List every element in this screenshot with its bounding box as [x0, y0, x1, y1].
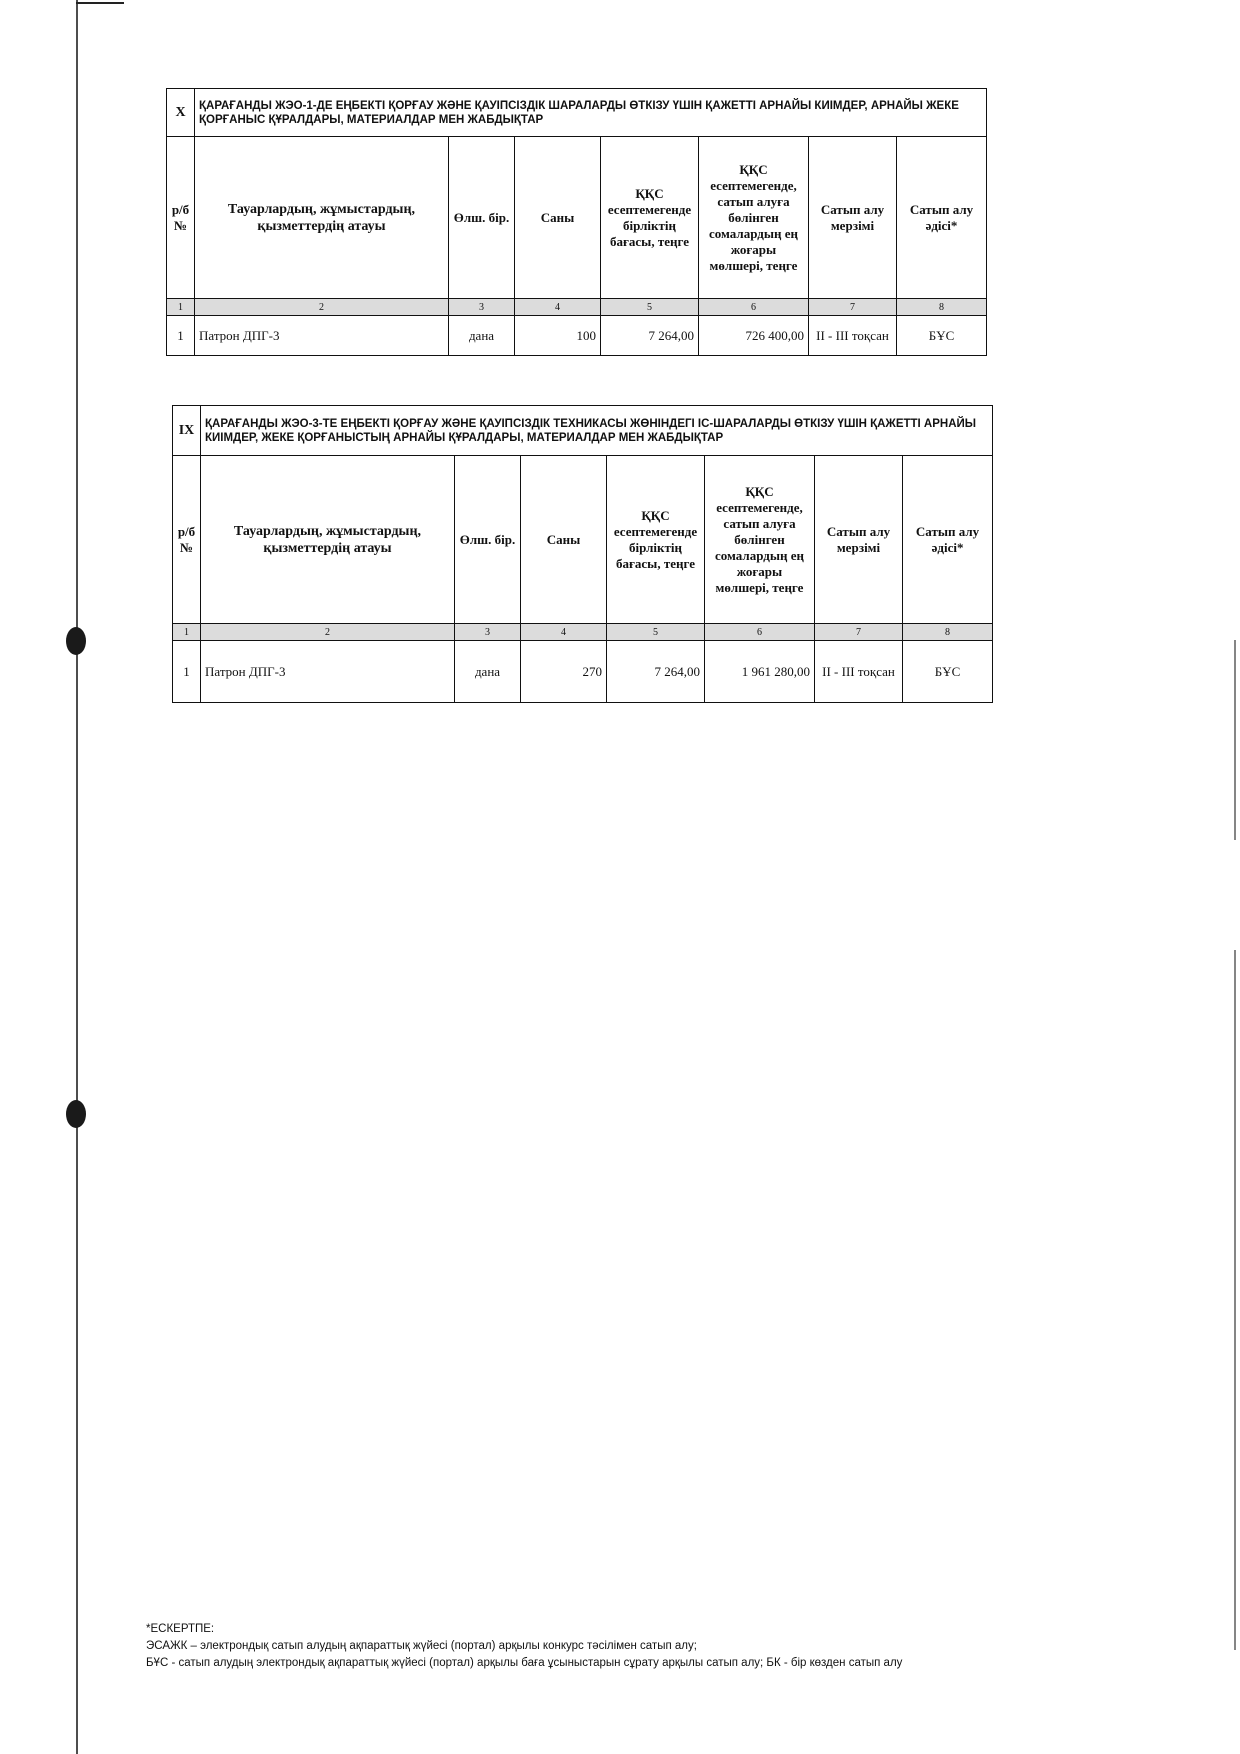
footnote-title: *ЕСКЕРТПЕ: — [146, 1623, 215, 1635]
section-number: Х — [167, 89, 195, 137]
row-qty: 100 — [515, 316, 601, 356]
column-number: 2 — [201, 624, 455, 641]
col-header-name: Тауарлардың, жұмыстардың, қызметтердің атауы — [195, 137, 449, 299]
col-header-price: ҚҚС есептемегенде бірліктің бағасы, теңге — [601, 137, 699, 299]
row-unit: дана — [449, 316, 515, 356]
section-number: ІХ — [173, 406, 201, 456]
column-number: 1 — [167, 299, 195, 316]
column-number: 8 — [897, 299, 987, 316]
row-term: ІІ - ІІІ тоқсан — [809, 316, 897, 356]
col-header-unit: Өлш. бір. — [449, 137, 515, 299]
column-number: 1 — [173, 624, 201, 641]
punch-hole — [66, 1100, 86, 1128]
col-header-unit: Өлш. бір. — [455, 456, 521, 624]
column-number: 3 — [455, 624, 521, 641]
column-number: 7 — [815, 624, 903, 641]
table-row — [167, 316, 987, 356]
binder-corner-line — [76, 2, 124, 4]
column-number: 6 — [705, 624, 815, 641]
row-method: БҰС — [897, 316, 987, 356]
col-header-qty: Саны — [521, 456, 607, 624]
binder-margin-line — [76, 0, 78, 1754]
col-header-method: Сатып алу әдісі* — [903, 456, 993, 624]
column-number: 2 — [195, 299, 449, 316]
column-number: 5 — [607, 624, 705, 641]
section-title: ҚАРАҒАНДЫ ЖЭО-3-ТЕ ЕҢБЕКТІ ҚОРҒАУ ЖӘНЕ ҚАУІПСІЗДІК ТЕХНИКАСЫ ЖӨНІНДЕГІ ІС-ШАРАЛАРДЫ ӨТКІЗУ ҮШІН ҚАЖЕТТІ АРНАЙЫ КИІМДЕР, ЖЕКЕ ҚОРҒАНЫСТЫҢ АРНАЙЫ ҚҰРАЛДАРЫ, МАТЕРИАЛДАР МЕН ЖАБДЫҚТАР — [201, 406, 993, 456]
col-header-name: Тауарлардың, жұмыстардың, қызметтердің атауы — [201, 456, 455, 624]
col-header-amount: ҚҚС есептемегенде, сатып алуға бөлінген сомалардың ең жоғары мөлшері, теңге — [705, 456, 815, 624]
col-header-price: ҚҚС есептемегенде бірліктің бағасы, теңге — [607, 456, 705, 624]
row-term: ІІ - ІІІ тоқсан — [815, 641, 903, 703]
column-number: 3 — [449, 299, 515, 316]
row-num: 1 — [173, 641, 201, 703]
col-header-qty: Саны — [515, 137, 601, 299]
column-number: 4 — [521, 624, 607, 641]
footnote-line: ЭСАЖК – электрондық сатып алудың ақпараттық жүйесі (портал) арқылы конкурс тәсілімен сатып алу; — [146, 1640, 697, 1652]
column-number: 4 — [515, 299, 601, 316]
column-number-row — [173, 624, 993, 641]
row-method: БҰС — [903, 641, 993, 703]
scan-edge-line — [1234, 950, 1236, 1650]
col-header-term: Сатып алу мерзімі — [809, 137, 897, 299]
row-price: 7 264,00 — [601, 316, 699, 356]
row-price: 7 264,00 — [607, 641, 705, 703]
column-number: 5 — [601, 299, 699, 316]
column-number: 7 — [809, 299, 897, 316]
punch-hole — [66, 627, 86, 655]
scan-edge-line — [1234, 640, 1236, 840]
row-amount: 1 961 280,00 — [705, 641, 815, 703]
section-title: ҚАРАҒАНДЫ ЖЭО-1-ДЕ ЕҢБЕКТІ ҚОРҒАУ ЖӘНЕ ҚАУІПСІЗДІК ШАРАЛАРДЫ ӨТКІЗУ ҮШІН ҚАЖЕТТІ АРНАЙЫ КИІМДЕР, АРНАЙЫ ЖЕКЕ ҚОРҒАНЫС ҚҰРАЛДАРЫ, МАТЕРИАЛДАР МЕН ЖАБДЫҚТАР — [195, 89, 987, 137]
row-qty: 270 — [521, 641, 607, 703]
row-name: Патрон ДПГ-3 — [195, 316, 449, 356]
row-amount: 726 400,00 — [699, 316, 809, 356]
column-number: 6 — [699, 299, 809, 316]
row-name: Патрон ДПГ-3 — [201, 641, 455, 703]
footnote — [146, 1621, 1166, 1672]
row-unit: дана — [455, 641, 521, 703]
row-num: 1 — [167, 316, 195, 356]
col-header-method: Сатып алу әдісі* — [897, 137, 987, 299]
table-row — [173, 641, 993, 703]
section-table-ix — [172, 405, 992, 703]
column-number-row — [167, 299, 987, 316]
col-header-term: Сатып алу мерзімі — [815, 456, 903, 624]
col-header-amount: ҚҚС есептемегенде, сатып алуға бөлінген сомалардың ең жоғары мөлшері, теңге — [699, 137, 809, 299]
footnote-line: БҰС - сатып алудың электрондық ақпараттық жүйесі (портал) арқылы баға ұсыныстарын сұрату арқылы сатып алу; БК - бір көзден сатып алу — [146, 1657, 903, 1669]
col-header-num: р/б № — [173, 456, 201, 624]
section-table-x — [166, 88, 986, 356]
col-header-num: р/б № — [167, 137, 195, 299]
column-number: 8 — [903, 624, 993, 641]
